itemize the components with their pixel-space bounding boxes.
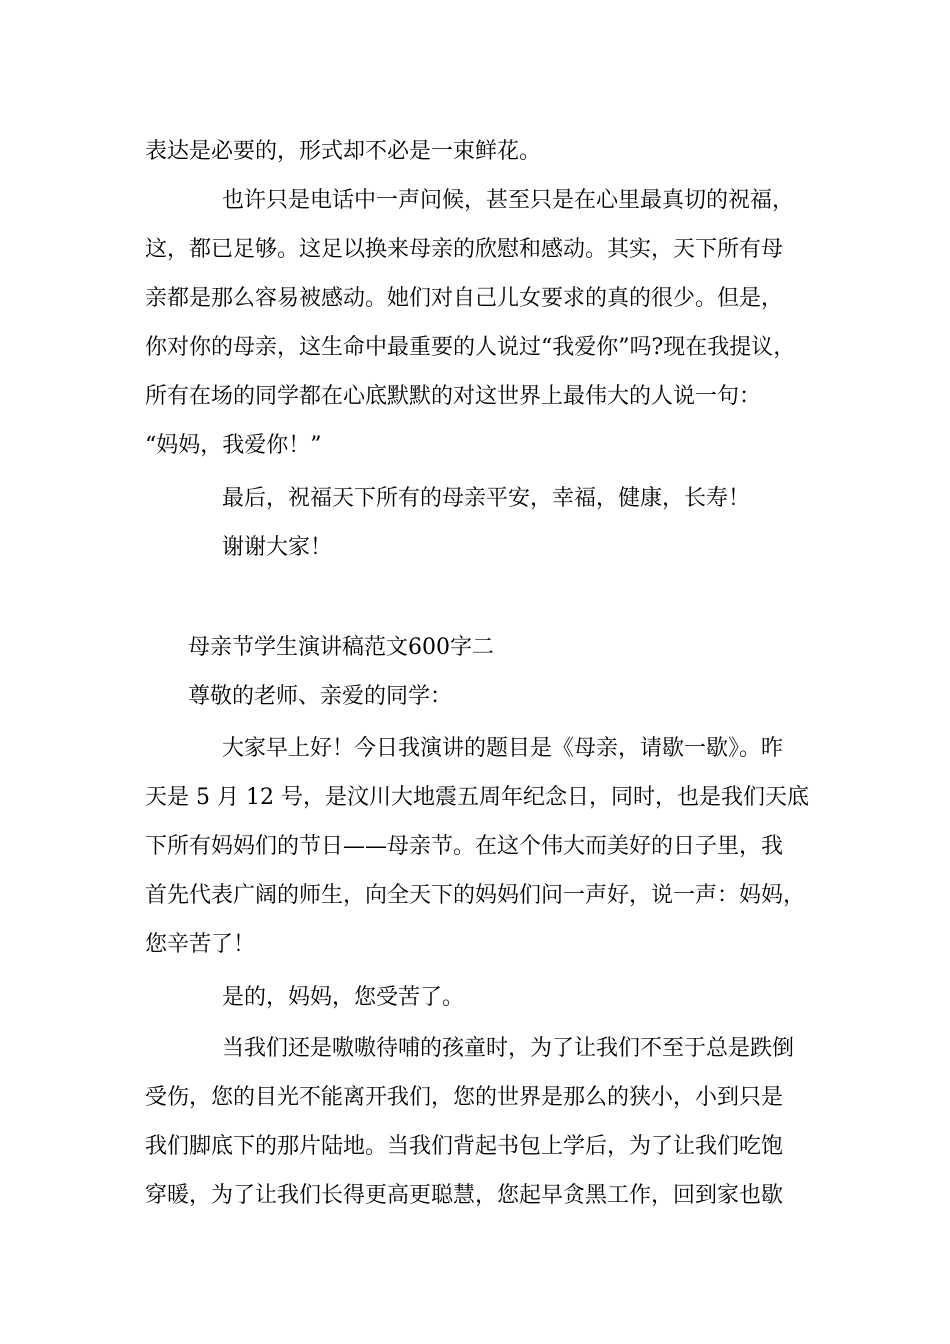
text-line: 你对你的母亲，这生命中最重要的人说过“我爱你”吗?现在我提议， xyxy=(145,335,796,360)
paragraph-start: 也许只是电话中一声问候，甚至只是在心里最真切的祝福， xyxy=(222,188,795,213)
paragraph-start: 谢谢大家！ xyxy=(222,535,333,560)
text-line: 穿暖，为了让我们长得更高更聪慧，您起早贪黑工作，回到家也歇 xyxy=(145,1183,784,1208)
text-line: 所有在场的同学都在心底默默的对这世界上最伟大的人说一句： xyxy=(145,384,762,409)
greeting: 尊敬的老师、亲爱的同学： xyxy=(188,684,453,709)
text-line: 我们脚底下的那片陆地。当我们背起书包上学后，为了让我们吃饱 xyxy=(145,1134,784,1159)
paragraph-start: 当我们还是嗷嗷待哺的孩童时，为了让我们不至于总是跌倒 xyxy=(222,1036,795,1061)
paragraph-start: 大家早上好！今日我演讲的题目是《母亲，请歇一歇》。昨 xyxy=(222,736,784,761)
text-line: 这，都已足够。这足以换来母亲的欣慰和感动。其实，天下所有母 xyxy=(145,237,784,262)
text-line: 亲都是那么容易被感动。她们对自己儿女要求的真的很少。但是， xyxy=(145,286,784,311)
text-line: 您辛苦了！ xyxy=(145,932,256,957)
paragraph-start: 是的，妈妈，您受苦了。 xyxy=(222,985,465,1010)
text-line: 天是 5 月 12 号，是汶川大地震五周年纪念日，同时，也是我们天底 xyxy=(145,785,809,810)
paragraph-start: 最后，祝福天下所有的母亲平安，幸福，健康，长寿！ xyxy=(222,486,751,511)
text-line: 受伤，您的目光不能离开我们，您的世界是那么的狭小，小到只是 xyxy=(145,1085,784,1110)
text-line: 下所有妈妈们的节日——母亲节。在这个伟大而美好的日子里，我 xyxy=(145,834,784,859)
text-line: 表达是必要的，形式却不必是一束鲜花。 xyxy=(145,139,542,164)
section-title: 母亲节学生演讲稿范文600字二 xyxy=(188,635,494,660)
text-line: “妈妈，我爱你！” xyxy=(145,433,322,458)
text-line: 首先代表广阔的师生，向全天下的妈妈们问一声好，说一声：妈妈， xyxy=(145,883,806,908)
